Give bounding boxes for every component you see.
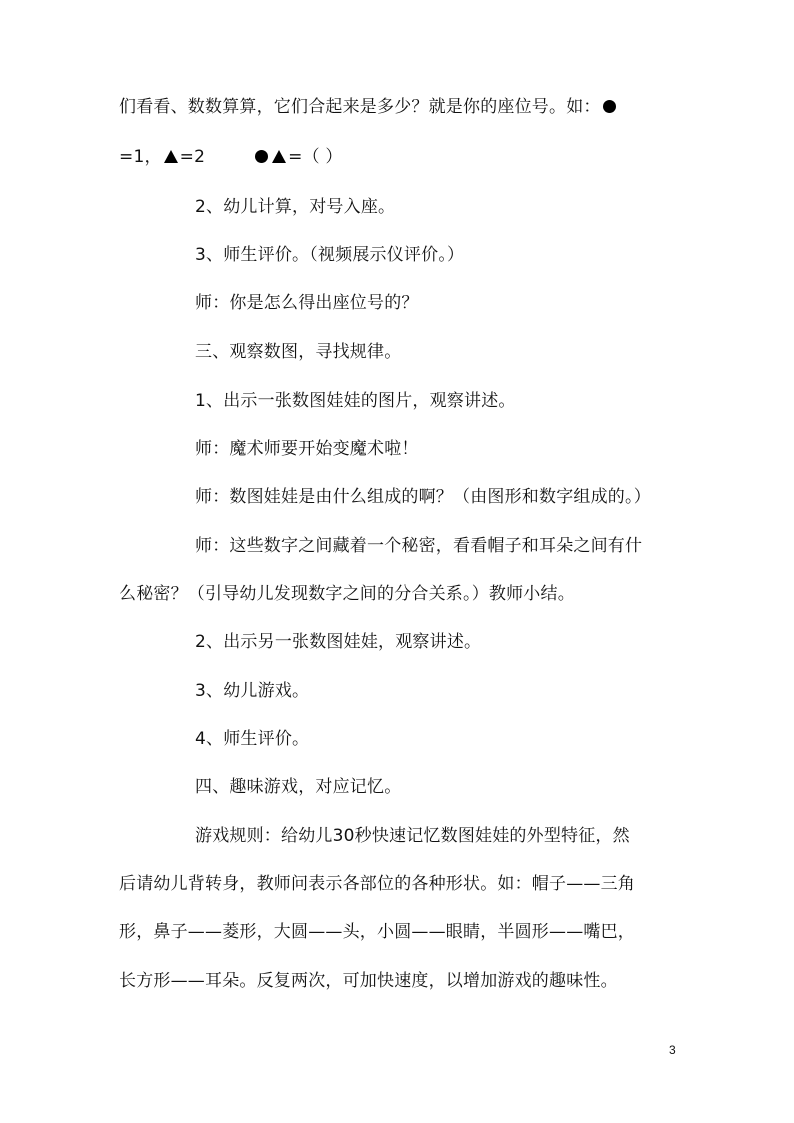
- paragraph-line-1: [119, 97, 618, 117]
- paragraph-line-16: 游戏规则：给幼儿30秒快速记忆数图娃娃的外型特征，然: [195, 826, 630, 846]
- paragraph-line-11: 么秘密？（引导幼儿发现数字之间的分合关系。）教师小结。: [119, 584, 575, 604]
- section-heading: 四、趣味游戏，对应记忆。: [195, 777, 402, 797]
- paragraph-line-3: 2、幼儿计算，对号入座。: [195, 197, 396, 217]
- equation-text-triangle: =2: [179, 147, 206, 167]
- paragraph-line-18: 形，鼻子——菱形，大圆——头，小圆——眼睛，半圆形——嘴巴，: [119, 922, 635, 942]
- equation-text-result: =（ ）: [288, 147, 343, 167]
- black-triangle-icon: [164, 150, 178, 163]
- paragraph-line-19: 长方形——耳朵。反复两次，可加快速度，以增加游戏的趣味性。: [119, 971, 618, 991]
- paragraph-line-2: [119, 147, 343, 167]
- black-circle-icon: [603, 100, 616, 113]
- paragraph-line-4: 3、师生评价。（视频展示仪评价。）: [195, 245, 465, 265]
- paragraph-text: 们看看、数数算算，它们合起来是多少？就是你的座位号。如：: [119, 97, 601, 117]
- paragraph-line-5: 师：你是怎么得出座位号的？: [195, 293, 419, 313]
- paragraph-line-10: 师：这些数字之间藏着一个秘密，看看帽子和耳朵之间有什: [195, 536, 643, 556]
- black-circle-icon: [255, 150, 268, 163]
- paragraph-line-9: 师：数图娃娃是由什么组成的啊？（由图形和数字组成的。）: [195, 487, 651, 507]
- paragraph-line-13: 3、幼儿游戏。: [195, 681, 310, 701]
- paragraph-line-8: 师：魔术师要开始变魔术啦！: [195, 439, 419, 459]
- paragraph-line-14: 4、师生评价。: [195, 729, 310, 749]
- page-number: 3: [669, 1043, 676, 1057]
- equation-text-circle: =1，: [119, 147, 162, 167]
- section-heading: 三、观察数图，寻找规律。: [195, 342, 402, 362]
- paragraph-line-12: 2、出示另一张数图娃娃，观察讲述。: [195, 632, 482, 652]
- paragraph-line-7: 1、出示一张数图娃娃的图片，观察讲述。: [195, 391, 516, 411]
- black-triangle-icon: [272, 150, 286, 163]
- paragraph-line-17: 后请幼儿背转身，教师问表示各部位的各种形状。如：帽子——三角: [119, 874, 635, 894]
